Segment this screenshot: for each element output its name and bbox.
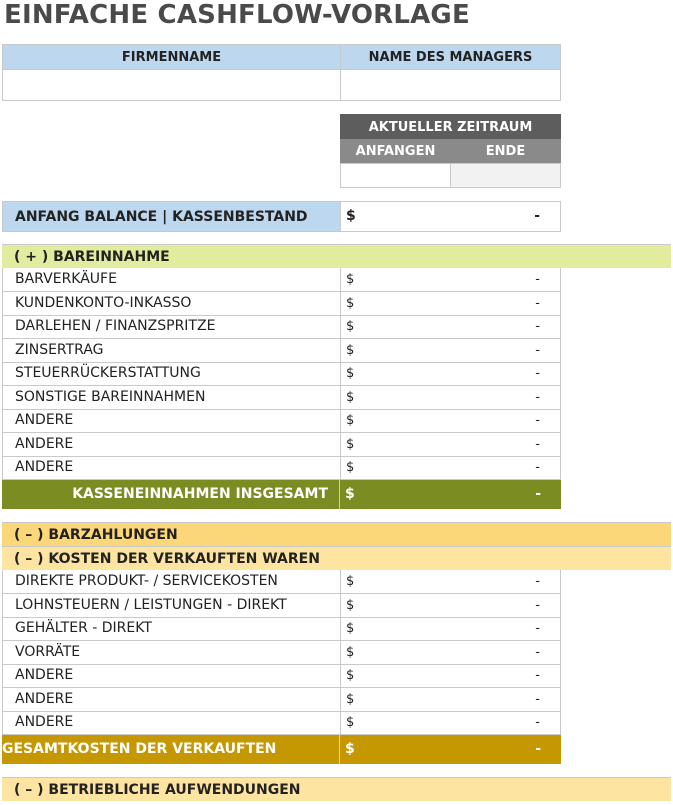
- income-row: [2, 362, 561, 386]
- cash-payments-section: ( – ) BARZAHLUNGEN: [2, 522, 671, 546]
- cogs-section: ( – ) KOSTEN DER VERKAUFTEN WAREN: [2, 546, 671, 570]
- cogs-row-label: VORRÄTE: [15, 643, 81, 660]
- income-row-currency: $: [346, 460, 355, 475]
- cogs-row-currency: $: [346, 574, 355, 589]
- cogs-row: [2, 641, 561, 665]
- income-row: [2, 433, 561, 457]
- opening-balance-label: ANFANG BALANCE | KASSENBESTAND: [2, 201, 341, 232]
- cash-receipts-section: ( + ) BAREINNAHME: [2, 244, 671, 268]
- total-cash-receipts-currency: $: [345, 486, 355, 502]
- period-start-header: ANFANGEN: [340, 139, 451, 164]
- cogs-row-currency: $: [346, 668, 355, 683]
- cogs-row: [2, 688, 561, 712]
- income-row-value[interactable]: -: [535, 460, 540, 475]
- income-row-currency: $: [346, 366, 355, 381]
- income-row-label: ANDERE: [15, 459, 74, 475]
- current-period-header: AKTUELLER ZEITRAUM: [340, 114, 561, 140]
- cogs-row: [2, 594, 561, 618]
- income-row-currency: $: [346, 389, 355, 405]
- income-row-value[interactable]: -: [535, 389, 540, 405]
- income-row-label: STEUERRÜCKERSTATTUNG: [15, 365, 201, 381]
- income-row-label: ANDERE: [15, 412, 74, 428]
- total-cash-receipts-row: [2, 480, 561, 509]
- cogs-row: [2, 570, 561, 594]
- cogs-row-currency: $: [346, 715, 355, 730]
- income-row-label: DARLEHEN / FINANZSPRITZE: [15, 318, 216, 334]
- total-cogs-label: GESAMTKOSTEN DER VERKAUFTEN: [2, 741, 277, 757]
- manager-name-field[interactable]: [340, 69, 561, 101]
- cogs-row-value[interactable]: -: [535, 621, 540, 636]
- cogs-row-value[interactable]: -: [535, 574, 540, 589]
- income-row-currency: $: [346, 342, 355, 358]
- income-row-currency: $: [346, 436, 355, 452]
- income-row: [2, 268, 561, 292]
- income-row-label: KUNDENKONTO-INKASSO: [15, 294, 192, 311]
- cogs-row-label: ANDERE: [15, 690, 74, 707]
- cogs-row-label: LOHNSTEUERN / LEISTUNGEN - DIREKT: [15, 596, 287, 613]
- period-end-field[interactable]: [450, 163, 561, 188]
- cogs-row: [2, 617, 561, 641]
- company-name-field[interactable]: [2, 69, 341, 101]
- income-row-value[interactable]: -: [535, 436, 540, 452]
- cogs-row-currency: $: [346, 644, 355, 660]
- income-row-value[interactable]: -: [535, 295, 540, 311]
- total-cash-receipts-value: -: [535, 486, 541, 502]
- income-row-label: ZINSERTRAG: [15, 341, 104, 358]
- income-row-currency: $: [346, 413, 355, 428]
- cogs-row: [2, 711, 561, 735]
- period-end-header: ENDE: [450, 139, 561, 164]
- operating-expenses-section: ( – ) BETRIEBLICHE AUFWENDUNGEN: [2, 777, 671, 801]
- cogs-row-label: DIREKTE PRODUKT- / SERVICEKOSTEN: [15, 573, 278, 589]
- cogs-row-label: ANDERE: [15, 667, 74, 683]
- page-title: EINFACHE CASHFLOW-VORLAGE: [4, 0, 470, 30]
- income-row: [2, 339, 561, 363]
- income-row-label: ANDERE: [15, 435, 74, 452]
- total-cogs-row: [2, 735, 561, 764]
- cogs-row-currency: $: [346, 621, 355, 636]
- cogs-row-label: ANDERE: [15, 714, 74, 730]
- opening-balance-amount: -: [534, 208, 540, 224]
- cogs-row-value[interactable]: -: [535, 715, 540, 730]
- total-cogs-currency: $: [345, 741, 355, 757]
- income-row: [2, 409, 561, 433]
- income-row-label: SONSTIGE BAREINNAHMEN: [15, 388, 206, 405]
- income-row: [2, 456, 561, 480]
- income-row-value[interactable]: -: [535, 413, 540, 428]
- total-cogs-value: -: [535, 741, 541, 757]
- cogs-row-value[interactable]: -: [535, 644, 540, 660]
- income-row: [2, 292, 561, 316]
- income-row-value[interactable]: -: [535, 272, 540, 287]
- cogs-row-value[interactable]: -: [535, 597, 540, 613]
- income-row-value[interactable]: -: [535, 319, 540, 334]
- cogs-row-value[interactable]: -: [535, 691, 540, 707]
- total-cash-receipts-label: KASSENEINNAHMEN INSGESAMT: [72, 486, 328, 502]
- company-name-header: FIRMENNAME: [2, 44, 341, 70]
- period-start-field[interactable]: [340, 163, 451, 188]
- income-row: [2, 386, 561, 410]
- income-row-label: BARVERKÄUFE: [15, 271, 117, 287]
- income-row-currency: $: [346, 272, 355, 287]
- cogs-row-value[interactable]: -: [535, 668, 540, 683]
- cogs-row-label: GEHÄLTER - DIREKT: [15, 620, 152, 636]
- income-row-value[interactable]: -: [535, 366, 540, 381]
- income-row-currency: $: [346, 295, 355, 311]
- cogs-row-currency: $: [346, 597, 355, 613]
- manager-name-header: NAME DES MANAGERS: [340, 44, 561, 70]
- income-row-currency: $: [346, 319, 355, 334]
- opening-balance-value[interactable]: [340, 201, 561, 232]
- cogs-row: [2, 664, 561, 688]
- income-row-value[interactable]: -: [535, 342, 540, 358]
- opening-balance-currency: $: [346, 208, 356, 224]
- cogs-row-currency: $: [346, 691, 355, 707]
- income-row: [2, 315, 561, 339]
